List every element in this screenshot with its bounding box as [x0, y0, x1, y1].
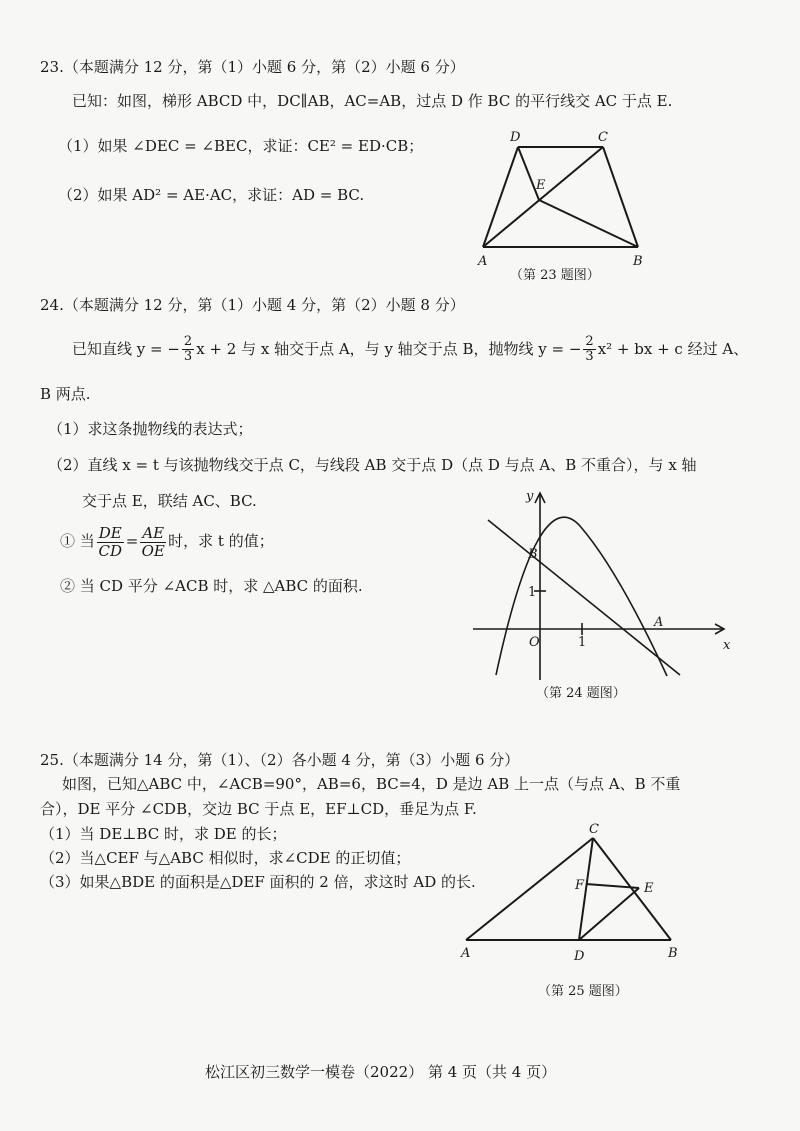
q25-side-ac [466, 838, 593, 940]
q25-label-a: A [461, 946, 471, 961]
q25-label-b: B [668, 946, 678, 961]
q24-sub1-post: 时，求 t 的值； [168, 532, 274, 550]
q24-given-line1 [72, 335, 748, 365]
q24-label-o: O [529, 635, 540, 650]
q25-part2: （2）当△CEF 与△ABC 相似时，求∠CDE 的正切值； [40, 849, 411, 867]
q24-header: 24.（本题满分 12 分，第（1）小题 4 分，第（2）小题 8 分） [40, 296, 465, 314]
q24-fraction-b [583, 335, 595, 365]
q23-label-a: A [478, 254, 488, 269]
q24-figure [468, 480, 740, 685]
q25-label-c: C [589, 822, 599, 837]
q24-fraction-a [182, 335, 194, 365]
q24-given-post: x² + bx + c 经过 A、 [597, 339, 749, 358]
q25-part1: （1）当 DE⊥BC 时，求 DE 的长； [40, 825, 287, 843]
q24-fraction-a-den: 3 [183, 349, 193, 365]
q25-side-cb [593, 838, 671, 940]
q24-given-pre: 已知直线 y = − [72, 339, 180, 358]
q23-part1: （1）如果 ∠DEC = ∠BEC，求证：CE² = ED·CB； [58, 137, 424, 155]
q25-label-e: E [644, 881, 654, 896]
q24-line-ab [488, 520, 680, 675]
q24-sub2: ② 当 CD 平分 ∠ACB 时，求 △ABC 的面积. [60, 577, 363, 595]
q25-segment-ef [586, 884, 639, 888]
q24-sub1-fraction-2-num: AE [142, 524, 165, 542]
q24-label-b: B [528, 547, 538, 562]
q24-fraction-b-num: 2 [585, 334, 594, 349]
q24-figure-caption: （第 24 题图） [536, 686, 626, 701]
q25-given-line1: 如图，已知△ABC 中，∠ACB=90°，AB=6，BC=4，D 是边 AB 上一点（与点 A、B 不重 [62, 775, 681, 793]
q24-part2-line1: （2）直线 x = t 与该抛物线交于点 C，与线段 AB 交于点 D（点 D 与点 A、B 不重合），与 x 轴 [48, 456, 697, 474]
q23-label-c: C [598, 130, 608, 145]
q25-label-d: D [574, 949, 585, 964]
q24-label-y: y [526, 489, 534, 504]
q23-part2: （2）如果 AD² = AE·AC，求证：AD = BC. [58, 186, 365, 204]
q24-part2-line2: 交于点 E，联结 AC、BC. [82, 492, 257, 510]
q23-label-b: B [633, 254, 643, 269]
q25-label-f: F [575, 878, 585, 893]
q25-header: 25.（本题满分 14 分，第（1）、（2）各小题 4 分，第（3）小题 6 分） [40, 751, 520, 769]
q24-sub1 [60, 525, 274, 559]
q24-label-x: x [723, 638, 731, 653]
q25-given-line2: 合），DE 平分 ∠CDB，交边 BC 于点 E，EF⊥CD，垂足为点 F. [40, 800, 477, 818]
q25-part3: （3）如果△BDE 的面积是△DEF 面积的 2 倍，求这时 AD 的长. [40, 873, 476, 891]
q25-figure [455, 815, 695, 967]
q24-sub1-pre: ① 当 [60, 532, 95, 550]
q24-fraction-a-num: 2 [183, 334, 193, 349]
q23-header: 23.（本题满分 12 分，第（1）小题 6 分，第（2）小题 6 分） [40, 58, 465, 76]
q24-label-one-x: 1 [578, 635, 587, 650]
q24-sub1-fraction-1-den: CD [98, 541, 123, 560]
q24-sub1-fraction-2 [140, 525, 166, 559]
q23-figure [470, 125, 660, 270]
q24-sub1-equals: = [125, 532, 139, 550]
q24-sub1-fraction-1-num: DE [98, 524, 122, 542]
q23-label-e: E [536, 178, 546, 193]
q24-label-a: A [654, 615, 664, 630]
q24-label-one-y: 1 [528, 585, 537, 600]
q23-label-d: D [510, 130, 521, 145]
page-footer: 松江区初三数学一模卷（2022） 第 4 页（共 4 页） [205, 1063, 557, 1081]
q24-sub1-fraction-2-den: OE [141, 541, 165, 560]
q25-segment-de [579, 888, 639, 940]
q24-fraction-b-den: 3 [585, 349, 594, 365]
q23-figure-caption: （第 23 题图） [510, 268, 600, 283]
q24-given-mid: x + 2 与 x 轴交于点 A，与 y 轴交于点 B，抛物线 y = − [196, 339, 582, 358]
q24-given-line2: B 两点. [40, 385, 91, 403]
q24-parabola [496, 517, 667, 676]
q24-part1: （1）求这条抛物线的表达式； [48, 420, 253, 438]
q24-sub1-fraction-1 [97, 525, 124, 559]
q23-given: 已知：如图，梯形 ABCD 中，DC∥AB，AC=AB，过点 D 作 BC 的平行线交 AC 于点 E. [72, 92, 673, 110]
q25-figure-caption: （第 25 题图） [538, 984, 628, 999]
